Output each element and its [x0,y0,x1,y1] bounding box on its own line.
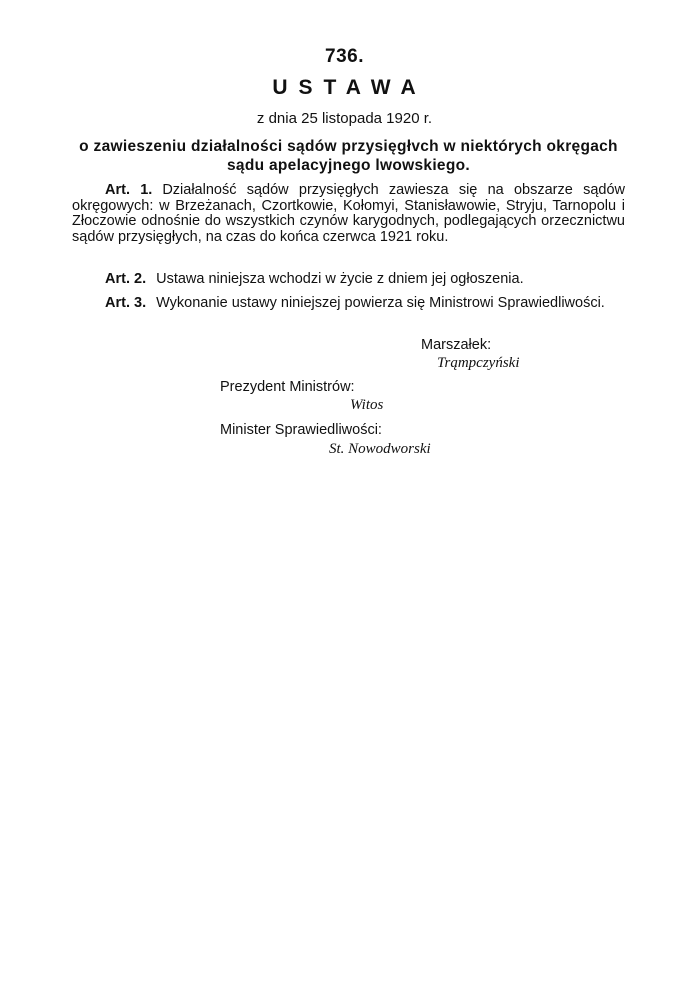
signature-name-marszalek: Trąmpczyński [437,355,520,371]
article-1 [72,183,625,245]
article-1-label: Art. 1. [105,182,153,198]
act-number: 736. [325,46,364,67]
act-title: USTAWA [272,76,427,99]
signature-role-marszalek: Marszałek: [421,337,492,353]
article-3 [72,296,625,312]
signature-name-minister: St. Nowodworski [329,441,431,457]
article-2-label: Art. 2. [105,271,147,287]
article-3-label: Art. 3. [105,295,147,311]
act-subject: o zawieszeniu działalności sądów przysięgłvch w niektórych okręgach sądu apelacyjnego lwowskiego. [79,138,618,174]
signature-role-minister: Minister Sprawiedliwości: [220,422,382,438]
article-2-text: Ustawa niniejsza wchodzi w życie z dniem jej ogłoszenia. [156,271,524,287]
article-1-text: Działalność sądów przysięgłych zawiesza się na obszarze sądów okręgowych: w Brzeżanach, Czortkowie, Kołomyi, Stanisławowie, Stryju, Tarnopolu i Złoczowie odnośnie do wszystkich czynów karygodnych, podlegających orzecznictwu sądów przysięgłych, na czas do końca czerwca 1921 roku. [72,182,625,245]
act-date: z dnia 25 listopada 1920 r. [256,110,433,127]
signature-name-prezydent: Witos [350,397,384,413]
article-2 [72,272,625,288]
signature-role-prezydent: Prezydent Ministrów: [220,379,355,395]
article-3-text: Wykonanie ustawy niniejszej powierza się Ministrowi Sprawiedliwości. [156,295,605,311]
